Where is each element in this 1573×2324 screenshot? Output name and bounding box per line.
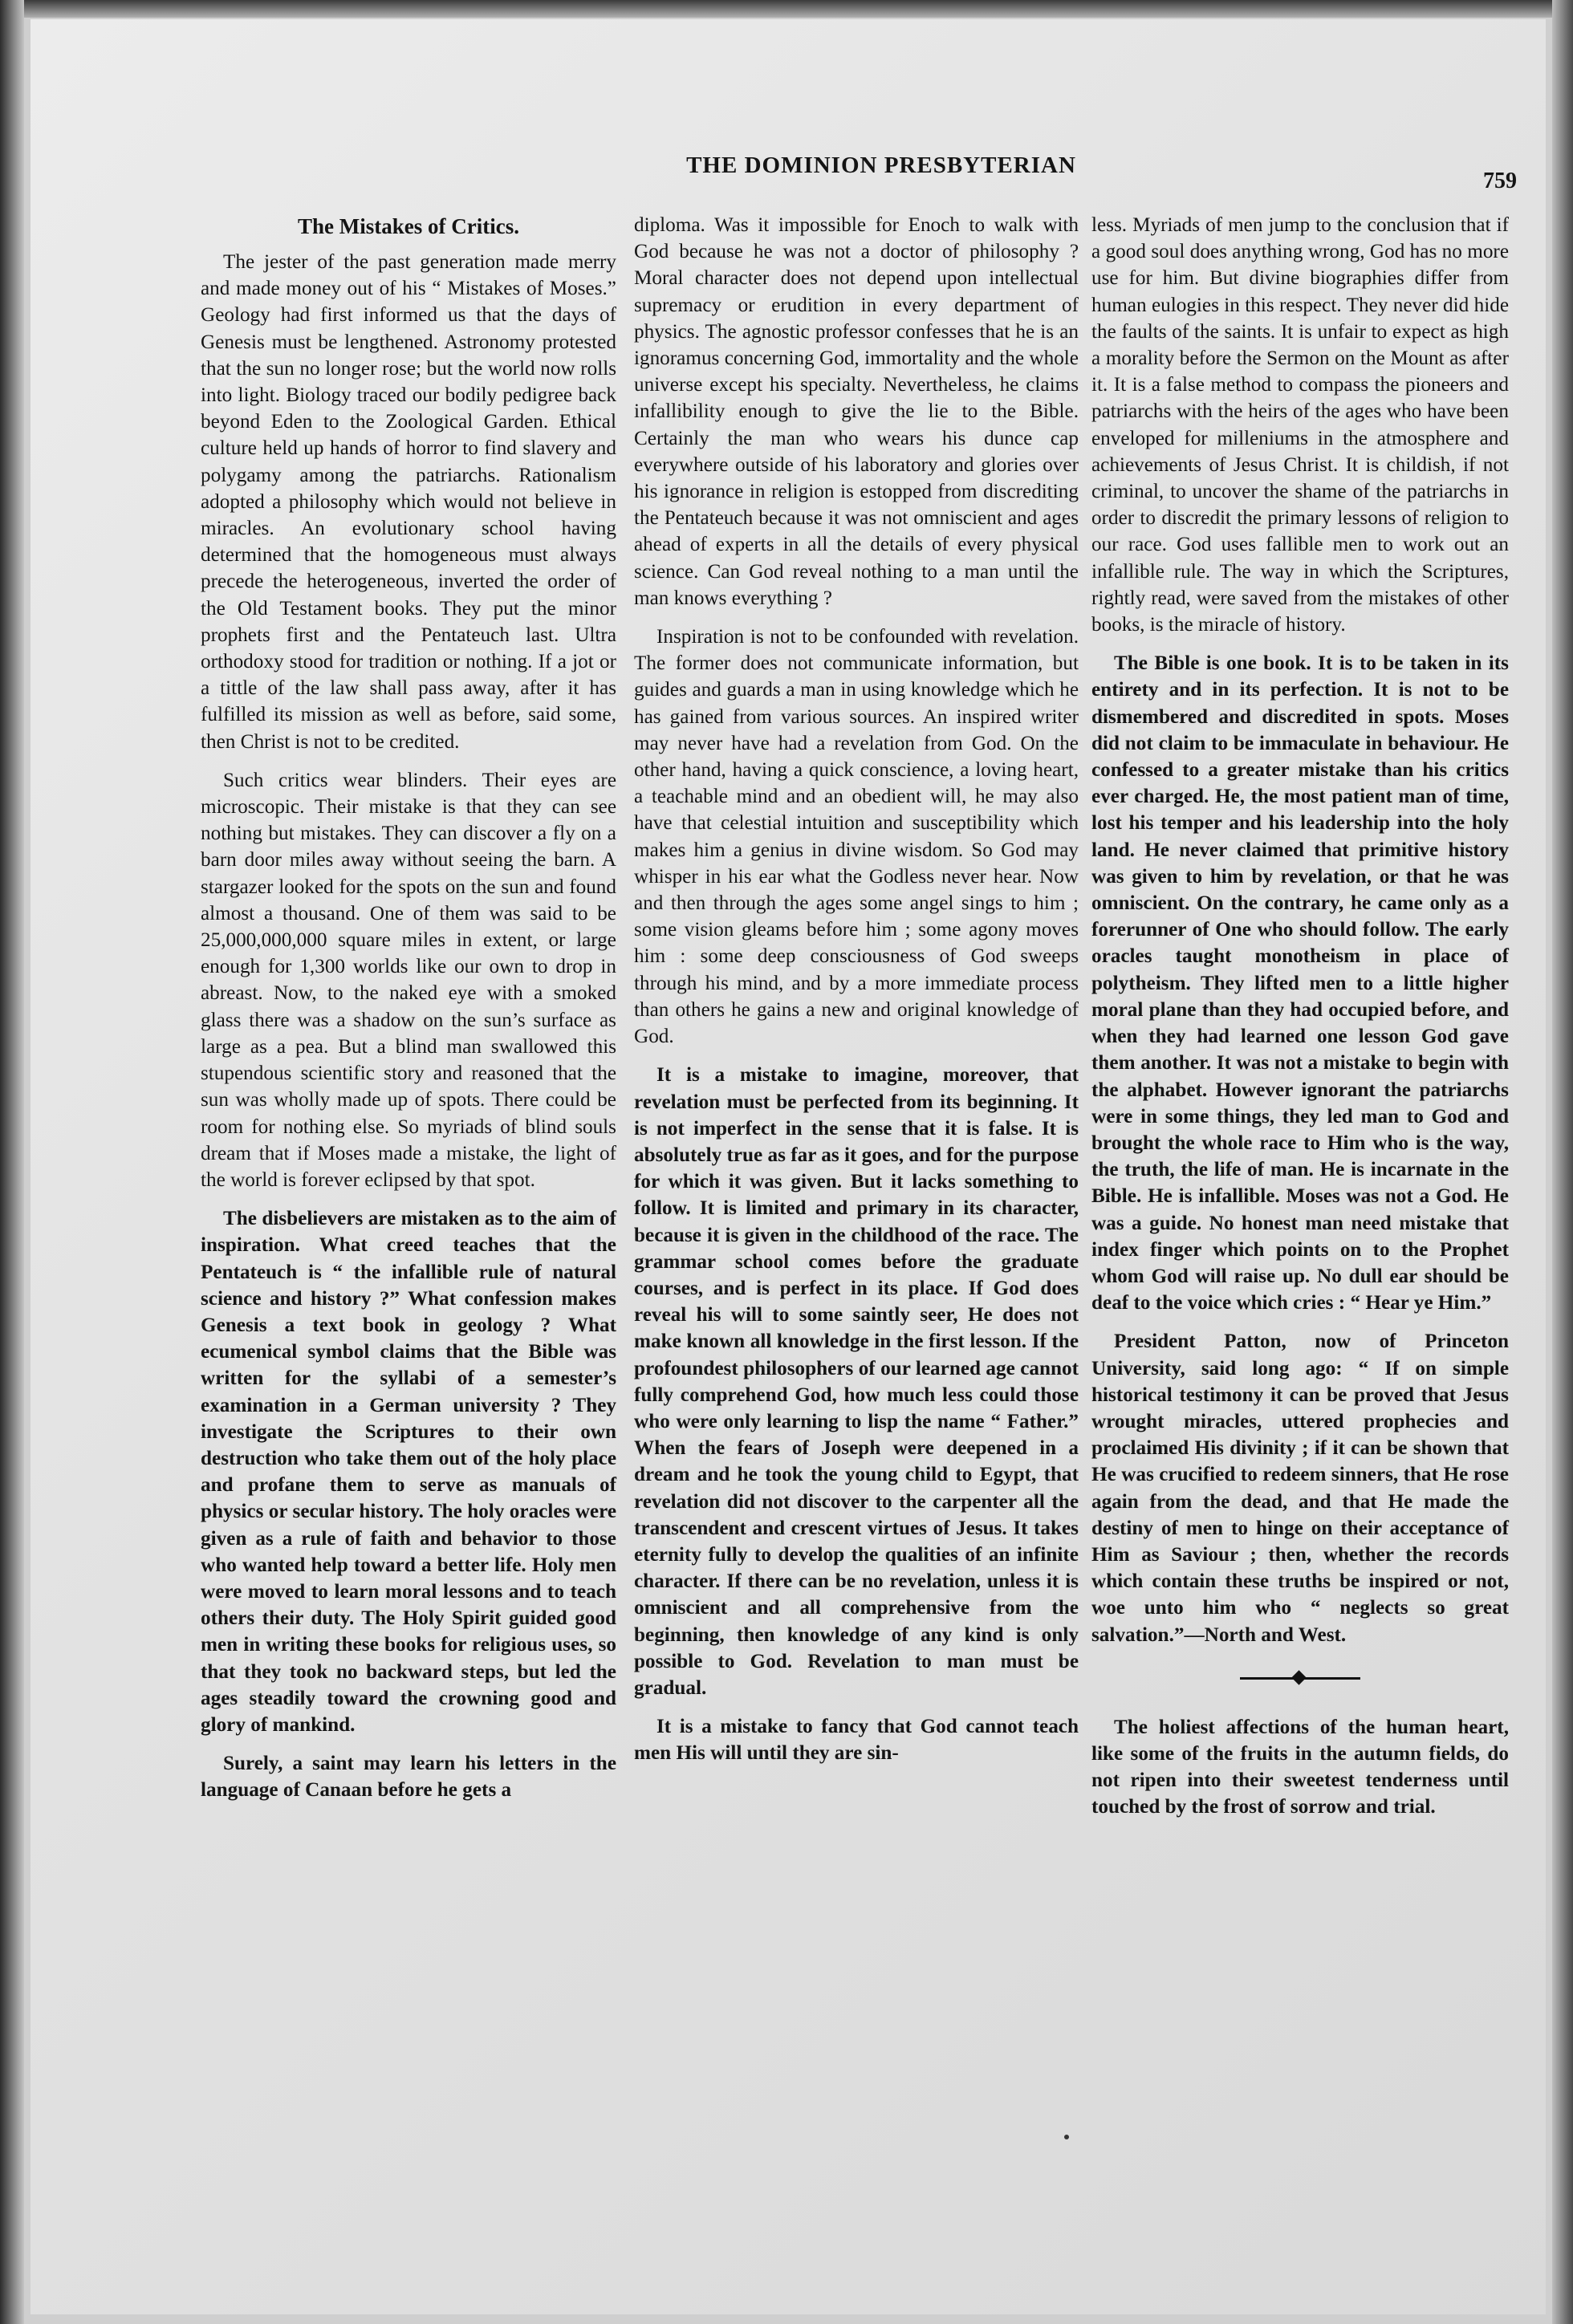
paragraph: Such critics wear blinders. Their eyes are microscopic. Their mistake is that they can see nothing but mistakes. They can discover a fly on a barn door miles away without seeing the barn. A stargazer looked for the spots on the sun and found almost a thousand. One of them was said to be 25,000,000,000 square miles in extent, or large enough for 1,300 worlds like our own to drop in abreast. Now, to the naked eye with a smoked glass there was a shadow on the sun’s surface as large as a pea. But a blind man swallowed this stupendous scientific story and reasoned that the sun was wholly made up of spots. There could be room for nothing else. So myriads of blind souls dream that if Moses made a mistake, the light of the world is forever eclipsed by that spot. — [201, 769, 616, 1191]
separator-diamond-icon — [1291, 1670, 1306, 1684]
filler-paragraph: The holiest affections of the human heart, like some of the fruits in the autumn fields, do not ripen into their sweetest tenderness until touched by the frost of sorrow and trial. — [1091, 1716, 1509, 1818]
paragraph: The jester of the past generation made merry and made money out of his “ Mistakes of Moses.” Geology had first informed us that the days of Genesis must be lengthened. Astronomy protested that the sun no longer rose; but the world now rolls into light. Biology traced our bodily pedigree back beyond Eden to the Zoological Garden. Ethical culture held up hands of horror to find slavery and polygamy among the patriarchs. Rationalism adopted a philosophy which would not believe in miracles. An evolutionary school having determined that the homogeneous must always precede the heterogeneous, inverted the order of the Old Testament books. They put the minor prophets first and the Pentateuch last. Ultra orthodoxy stood for tradition or nothing. If a jot or a tittle of the law shall pass away, after it has fulfilled its mission as well as before, said some, then Christ is not to be credited. — [201, 251, 616, 753]
paragraph: President Patton, now of Princeton University, said long ago: “ If on simple historical testimony it can be proved that Jesus wrought miracles, uttered prophecies and proclaimed His divinity ; if it can be shown that He was crucified to redeem sinners, that He rose again from the dead, and that He made the destiny of men to hinge on their acceptance of Him as Saviour ; then, whether the records which contain these truths be inspired or not, woe unto him who “ neglects so great salvation.”—North and West. — [1091, 1331, 1509, 1646]
column-3 — [1091, 212, 1509, 1833]
paragraph: It is a mistake to fancy that God cannot teach men His will until they are sin- — [634, 1716, 1079, 1765]
column-1 — [201, 212, 616, 1816]
scan-border-right — [1552, 0, 1573, 2324]
newspaper-page — [30, 19, 1546, 2314]
page-header-title: THE DOMINION PRESBYTERIAN — [686, 152, 1076, 178]
scan-border-left — [0, 0, 24, 2324]
article-title: The Mistakes of Critics. — [298, 214, 519, 238]
paragraph: less. Myriads of men jump to the conclusion that if a good soul does anything wrong, God has no more use for him. But divine biographies differ from human eulogies in this respect. They never did hide the faults of the saints. It is unfair to expect as high a morality before the Sermon on the Mount as after it. It is a false method to compass the pioneers and patriarchs with the heirs of the ages who have been enveloped for milleniums in the atmosphere and achievements of Jesus Christ. It is childish, if not criminal, to uncover the shame of the patriarchs in order to discredit the primary lessons of religion to our race. God uses fallible men to work out an infallible rule. The way in which the Scriptures, rightly read, were saved from the mistakes of other books, is the miracle of history. — [1091, 214, 1509, 636]
paragraph: It is a mistake to imagine, moreover, that revelation must be perfected from its beginning. It is not imperfect in the sense that it is false. It is absolutely true as far as it goes, and for the purpose for which it was given. But it lacks something to follow. It is limited and primary in its character, because it is given in the childhood of the race. The grammar school comes before the graduate courses, and is perfect in its place. If God does reveal his will to some saintly seer, He does not make known all knowledge in the first lesson. If the profoundest philosophers of our learned age cannot fully comprehend God, how much less could those who were only learning to lisp the name “ Father.” When the fears of Joseph were deepened in a dream and he took the young child to Egypt, that revelation did not discover to the carpenter all the transcendent and crescent virtues of Jesus. It takes eternity fully to develop the qualities of an infinite character. If there can be no revelation, unless it is omniscient and all comprehensive from the beginning, then knowledge of any kind is only possible to God. Revelation to man must be gradual. — [634, 1064, 1079, 1699]
scan-border-top — [0, 0, 1573, 18]
page-number: 759 — [1483, 169, 1517, 193]
column-2 — [634, 212, 1079, 1779]
section-separator — [1240, 1669, 1360, 1687]
paragraph: Inspiration is not to be confounded with revelation. The former does not communicate information, but guides and guards a man in using knowledge which he has gained from various sources. An inspired writer may never have had a revelation from God. On the other hand, having a quick conscience, a loving heart, a teachable mind and an obedient will, he may also have that celestial intuition and susceptibility which makes him a genius in divine wisdom. So God may whisper in his ear what the Godless never hear. Now and then through the ages some angel sings to him ; some vision gleams before him ; some agony moves him : some deep consciousness of God sweeps through his mind, and by a more immediate process than others he gains a new and original knowledge of God. — [634, 626, 1079, 1048]
paragraph: The disbelievers are mistaken as to the aim of inspiration. What creed teaches that the Pentateuch is “ the infallible rule of natural science and history ?” What confession makes Genesis a text book in geology ? What ecumenical symbol claims that the Bible was written for the syllabi of a semester’s examination in a German university ? They investigate the Scriptures to their own destruction who take them out of the holy place and profane them to serve as manuals of physics or secular history. The holy oracles were given as a rule of faith and behavior to those who wanted help toward a better life. Holy men were moved to learn moral lessons and to teach others their duty. The Holy Spirit guided good men in writing these books for religious uses, so that they took no backward steps, but led the ages steadily toward the crowning good and glory of mankind. — [201, 1208, 616, 1736]
paragraph: The Bible is one book. It is to be taken in its entirety and in its perfection. It is not to be dismembered and discredited in spots. Moses did not claim to be immaculate in behaviour. He confessed to a greater mistake than his critics ever charged. He, the most patient man of time, lost his temper and his leadership into the holy land. He never claimed that primitive history was given to him by revelation, or that he was omniscient. On the contrary, he came only as a forerunner of One who should follow. The early oracles taught monotheism in place of polytheism. They lifted men to a little higher moral plane than they had occupied before, and when they had learned one lesson God gave them another. It was not a mistake to begin with the alphabet. However ignorant the patriarchs were in some things, they led man to God and brought the whole race to Him who is the way, the truth, the life of man. He is incarnate in the Bible. He is infallible. Moses was not a God. He was a guide. No honest man need mistake that index finger which points on to the Prophet whom God will raise up. No dull ear should be deaf to the voice which cries : “ Hear ye Him.” — [1091, 652, 1509, 1314]
ink-speck — [1064, 2135, 1069, 2139]
paragraph: Surely, a saint may learn his letters in the language of Canaan before he gets a — [201, 1753, 616, 1802]
paragraph: diploma. Was it impossible for Enoch to walk with God because he was not a doctor of philosophy ? Moral character does not depend upon intellectual supremacy or erudition in every department of physics. The agnostic professor confesses that he is an ignoramus concerning God, immortality and the whole universe except his specialty. Nevertheless, he claims infallibility enough to give the lie to the Bible. Certainly the man who wears his dunce cap everywhere outside of his laboratory and glories over his ignorance in religion is estopped from discrediting the Pentateuch because it was not omniscient and ages ahead of experts in all the details of every physical science. Can God reveal nothing to a man until the man knows everything ? — [634, 214, 1079, 609]
